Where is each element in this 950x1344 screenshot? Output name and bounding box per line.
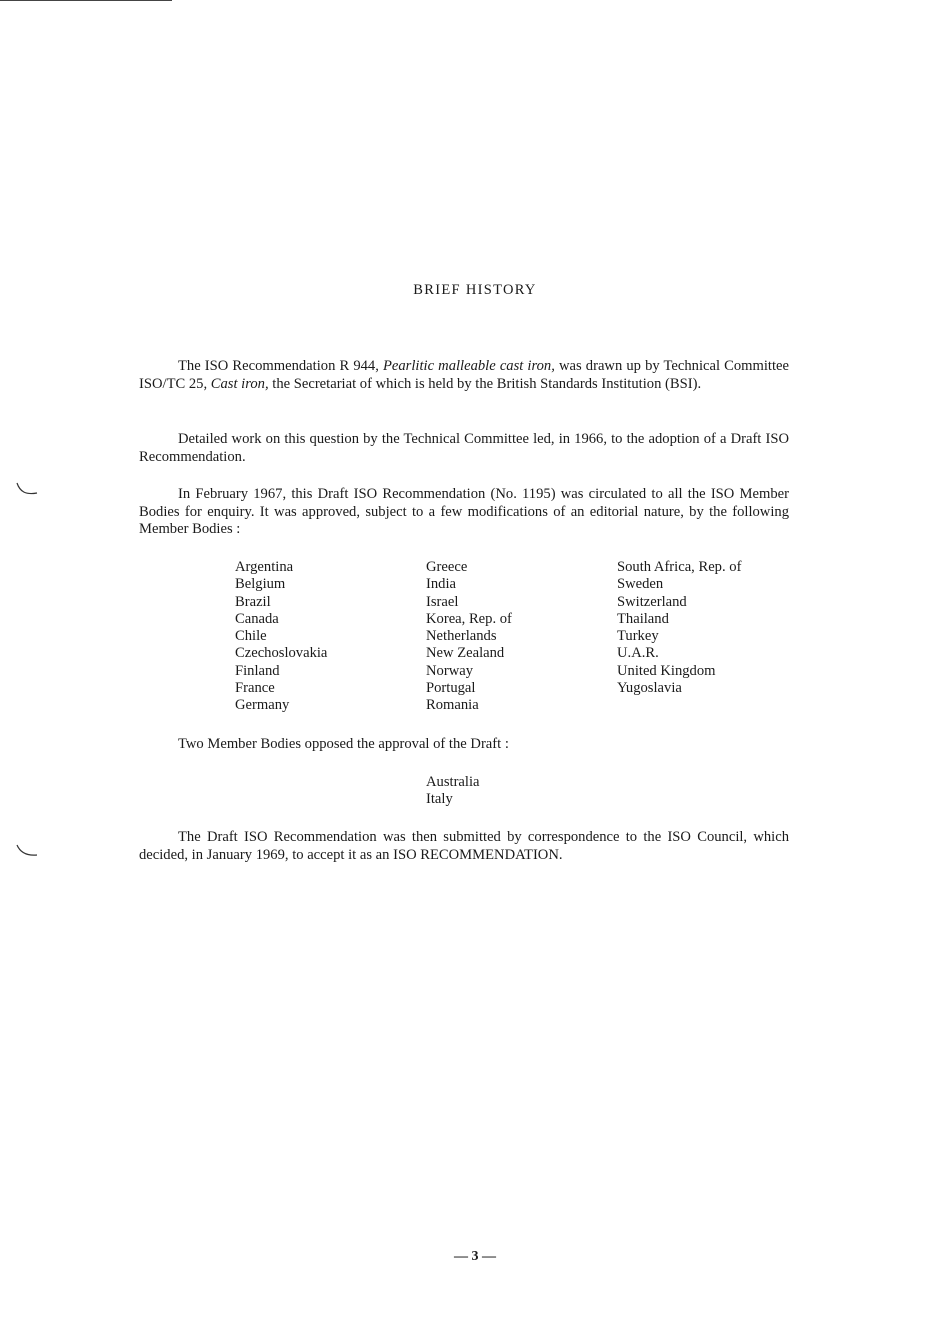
paragraph-origin bbox=[139, 358, 789, 393]
country-name: U.A.R. bbox=[617, 645, 659, 662]
country-name: South Africa, Rep. of bbox=[617, 559, 742, 575]
country-name: Canada bbox=[235, 610, 279, 627]
country-name: Korea, Rep. of bbox=[426, 610, 512, 627]
country-name: Belgium bbox=[235, 576, 286, 593]
margin-hook-mark-icon bbox=[16, 482, 38, 496]
opposed-intro: Two Member Bodies opposed the approval of the Draft : bbox=[178, 736, 509, 752]
country-name: Romania bbox=[426, 697, 479, 714]
margin-hook-mark-icon bbox=[16, 844, 38, 858]
country-name: Chile bbox=[235, 628, 267, 645]
paragraph-origin-text-mid: was drawn up by Technical Committee ISO/TC 25, bbox=[139, 358, 789, 392]
paragraph-adoption bbox=[139, 431, 789, 466]
country-name: Argentina bbox=[235, 559, 294, 575]
country-name: Czechoslovakia bbox=[235, 645, 328, 662]
paragraph-origin-text-post: the Secretariat of which is held by the British Standards Institution (BSI). bbox=[268, 375, 702, 392]
paragraph-council-decision bbox=[139, 829, 789, 864]
country-name: Australia bbox=[426, 774, 480, 790]
country-name: Netherlands bbox=[426, 628, 497, 645]
country-name: Finland bbox=[235, 662, 280, 679]
approving-bodies-column-3 bbox=[617, 559, 741, 697]
country-name: Switzerland bbox=[617, 593, 687, 610]
country-name: Germany bbox=[235, 697, 290, 714]
country-name: Greece bbox=[426, 559, 468, 575]
country-name: Turkey bbox=[617, 628, 659, 645]
country-name: France bbox=[235, 680, 275, 697]
paragraph-origin-text-pre: The ISO Recommendation R 944, bbox=[178, 358, 383, 374]
page-number: — 3 — bbox=[454, 1249, 496, 1264]
paragraph-council-decision-text: The Draft ISO Recommendation was then submitted by correspondence to the ISO Council, which decided, in January 1969, to accept it as an ISO RECOMMENDATION. bbox=[139, 829, 789, 863]
page-title: BRIEF HISTORY bbox=[413, 282, 537, 298]
product-title: Pearlitic malleable cast iron, bbox=[382, 358, 555, 374]
country-name: Thailand bbox=[617, 610, 669, 627]
country-name: India bbox=[426, 576, 456, 593]
paragraph-enquiry-text: In February 1967, this Draft ISO Recommendation (No. 1195) was circulated to all the ISO Member Bodies for enquiry. It was approved, subject to a few modifications of an editorial nature, by the following Member Bodies : bbox=[139, 486, 789, 537]
country-name: Portugal bbox=[426, 680, 476, 697]
approving-bodies-column-1 bbox=[235, 559, 327, 715]
opposing-bodies-list bbox=[426, 774, 480, 809]
country-name: Brazil bbox=[235, 593, 271, 610]
country-name: Israel bbox=[426, 593, 459, 610]
country-name: United Kingdom bbox=[617, 662, 716, 679]
country-name: New Zealand bbox=[426, 645, 505, 662]
paragraph-adoption-text: Detailed work on this question by the Technical Committee led, in 1966, to the adoption of a Draft ISO Recommendation. bbox=[139, 431, 789, 465]
paragraph-enquiry bbox=[139, 486, 789, 539]
approving-bodies-column-2 bbox=[426, 559, 512, 715]
country-name: Yugoslavia bbox=[617, 680, 682, 697]
country-name: Sweden bbox=[617, 576, 664, 593]
top-edge-rule bbox=[0, 0, 172, 1]
country-name: Italy bbox=[426, 791, 453, 808]
country-name: Norway bbox=[426, 662, 474, 679]
committee-title: Cast iron, bbox=[210, 375, 269, 392]
